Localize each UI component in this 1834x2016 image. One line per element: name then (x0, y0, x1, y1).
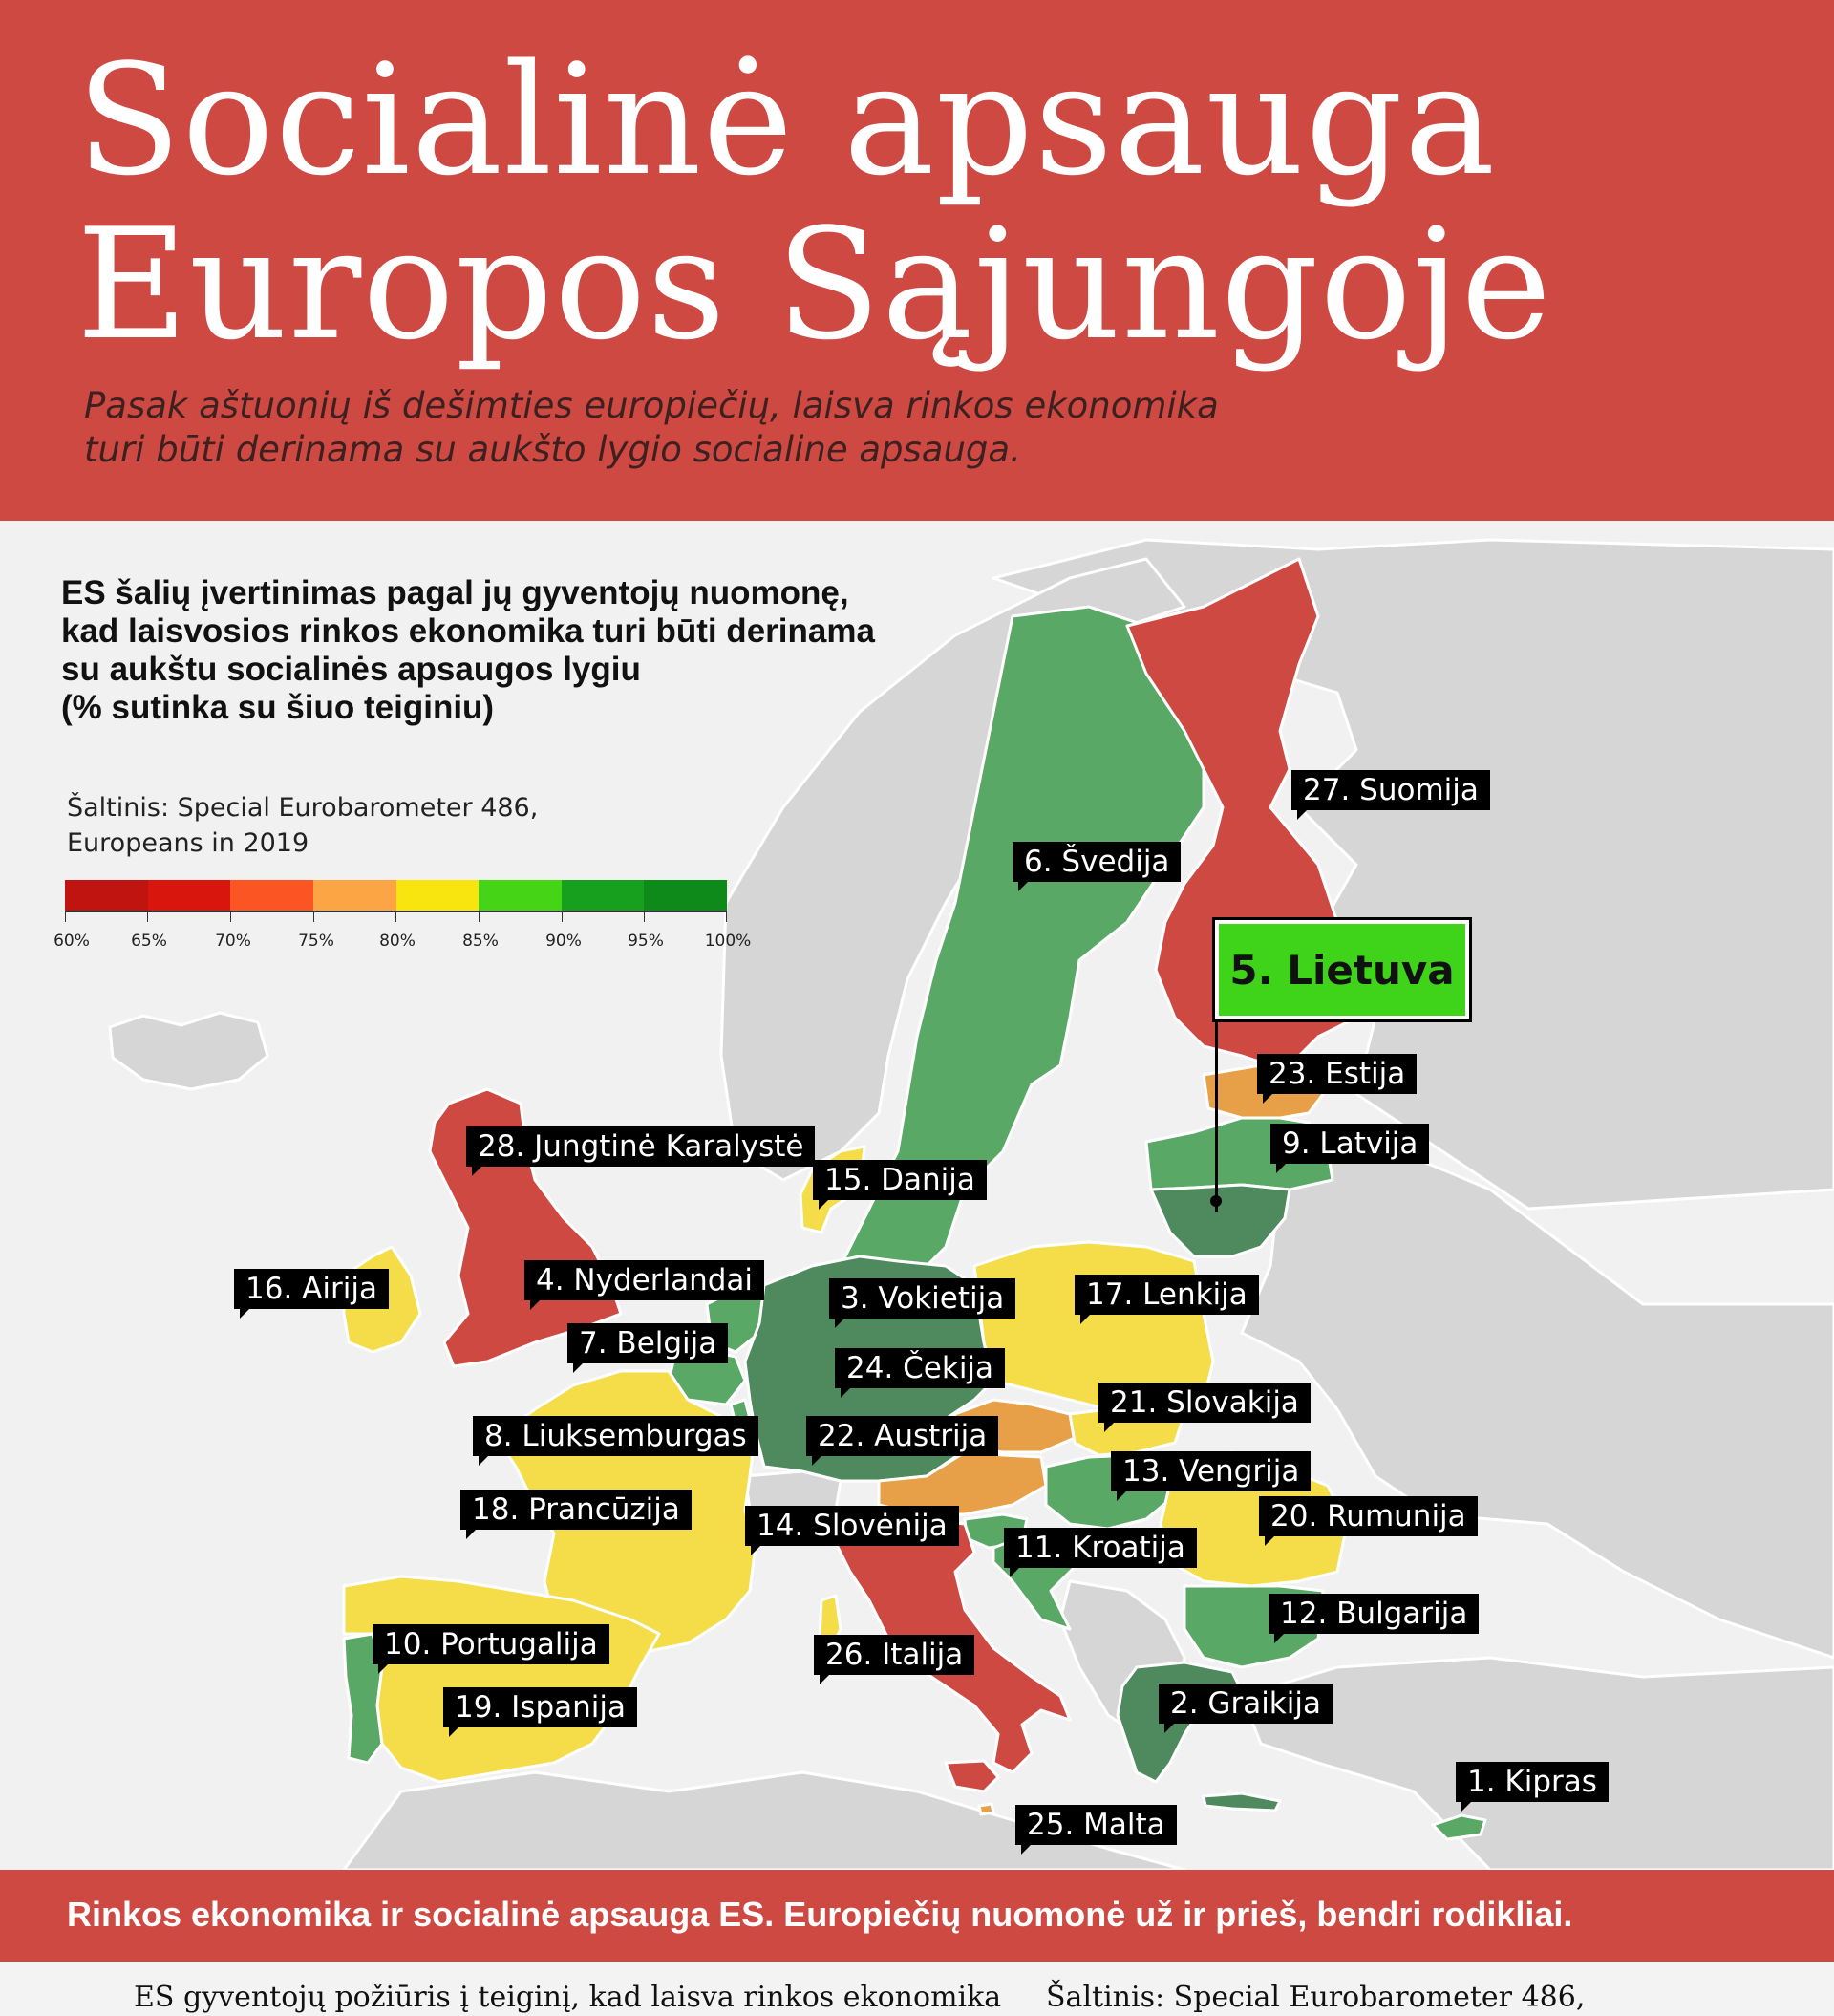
source-line-1: Šaltinis: Special Eurobarometer 486, (67, 793, 539, 823)
question-line-1: ES šalių įvertinimas pagal jų gyventojų nuomonę, (61, 574, 849, 611)
label-ispanija: 19. Ispanija (443, 1687, 637, 1727)
scale-tick (313, 912, 314, 922)
label-kroatija: 11. Kroatija (1004, 1528, 1197, 1568)
label-airija: 16. Airija (234, 1269, 389, 1309)
land-belarus-ukraine (1242, 1142, 1834, 1658)
label-graikija: 2. Graikija (1159, 1684, 1333, 1724)
bottom-right-text: Šaltinis: Special Eurobarometer 486, (1046, 1981, 1586, 2014)
question-line-2: kad laisvosios rinkos ekonomika turi būti derinama (61, 612, 875, 650)
label-nyderlandai: 4. Nyderlandai (524, 1260, 764, 1300)
scale-tick-label: 80% (379, 932, 416, 951)
land-iceland (110, 1013, 267, 1089)
scale-swatch (562, 880, 645, 911)
label-slovenija: 14. Slovėnija (745, 1506, 959, 1546)
page-subtitle (84, 384, 1219, 472)
scale-tick (644, 912, 645, 922)
label-suomija: 27. Suomija (1291, 770, 1490, 810)
label-prancuzija: 18. Prancūzija (460, 1490, 692, 1530)
page-title (76, 31, 1553, 374)
country-lithuania (1151, 1185, 1290, 1256)
color-scale (65, 880, 727, 911)
label-lenkija: 17. Lenkija (1075, 1275, 1259, 1315)
label-vokietija: 3. Vokietija (829, 1278, 1015, 1319)
subtitle-line-2: turi būti derinama su aukšto lygio socialine apsauga. (84, 429, 1021, 470)
scale-tick-label: 60% (53, 932, 90, 951)
scale-tick (726, 912, 727, 922)
map-question (61, 574, 875, 727)
label-italija: 26. Italija (814, 1635, 974, 1675)
label-svedija: 6. Švedija (1013, 842, 1181, 882)
scale-swatch (396, 880, 480, 911)
scale-axis (65, 911, 727, 922)
subtitle-line-1: Pasak aštuonių iš dešimties europiečių, laisva rinkos ekonomika (84, 385, 1219, 426)
footer-title: Rinkos ekonomika ir socialinė apsauga ES. Europiečių nuomonė už ir prieš, bendri rodikliai. (67, 1895, 1573, 1934)
bottom-section (0, 1962, 1834, 2016)
label-latvija: 9. Latvija (1270, 1124, 1429, 1164)
europe-map-panel (0, 521, 1834, 1870)
scale-tick-label: 85% (462, 932, 499, 951)
scale-tick-label: 75% (298, 932, 334, 951)
scale-swatch (148, 880, 231, 911)
scale-tick (230, 912, 231, 922)
title-line-2: Europos Sąjungoje (76, 195, 1553, 374)
country-malta (979, 1804, 993, 1814)
scale-tick (147, 912, 148, 922)
scale-tick (479, 912, 480, 922)
label-austrija: 22. Austrija (806, 1416, 998, 1456)
scale-tick (395, 912, 396, 922)
label-rumunija: 20. Rumunija (1259, 1496, 1478, 1536)
scale-tick-label: 65% (131, 932, 167, 951)
question-line-3: su aukštu socialinės apsaugos lygiu (61, 651, 641, 688)
source-line-2: Europeans in 2019 (67, 828, 309, 858)
scale-tick (65, 912, 66, 922)
scale-swatch (230, 880, 313, 911)
scale-tick-label: 100% (704, 932, 752, 951)
scale-tick-label: 90% (545, 932, 582, 951)
scale-swatch (313, 880, 396, 911)
scale-swatch (479, 880, 562, 911)
country-crete (1204, 1793, 1280, 1811)
map-source (67, 790, 538, 861)
scale-swatch (644, 880, 727, 911)
label-slovakija: 21. Slovakija (1098, 1383, 1311, 1423)
label-danija: 15. Danija (813, 1160, 987, 1200)
label-kipras: 1. Kipras (1456, 1762, 1609, 1802)
label-bulgarija: 12. Bulgarija (1269, 1594, 1479, 1634)
label-liuksemburgas: 8. Liuksemburgas (473, 1416, 758, 1456)
footer-banner (0, 1870, 1834, 1962)
lithuania-marker-dot (1210, 1195, 1222, 1207)
scale-swatch (65, 880, 148, 911)
header-banner (0, 0, 1834, 521)
label-portugalija: 10. Portugalija (373, 1624, 609, 1664)
label-belgija: 7. Belgija (567, 1323, 728, 1363)
label-malta: 25. Malta (1015, 1805, 1177, 1845)
scale-tick-label: 95% (628, 932, 664, 951)
scale-tick-label: 70% (215, 932, 251, 951)
country-sicily (946, 1761, 998, 1791)
label-jungtine-karalyste: 28. Jungtinė Karalystė (466, 1126, 815, 1167)
bottom-left-text: ES gyventojų požiūris į teiginį, kad laisva rinkos ekonomika (134, 1981, 1002, 2014)
question-line-4: (% sutinka su šiuo teiginiu) (61, 689, 495, 726)
label-estija: 23. Estija (1257, 1054, 1417, 1094)
lithuania-highlight-flag: 5. Lietuva (1215, 920, 1469, 1019)
label-cekija: 24. Čekija (835, 1348, 1005, 1388)
scale-tick (562, 912, 563, 922)
label-vengrija: 13. Vengrija (1111, 1451, 1311, 1491)
title-line-1: Socialinė apsauga (76, 31, 1497, 209)
